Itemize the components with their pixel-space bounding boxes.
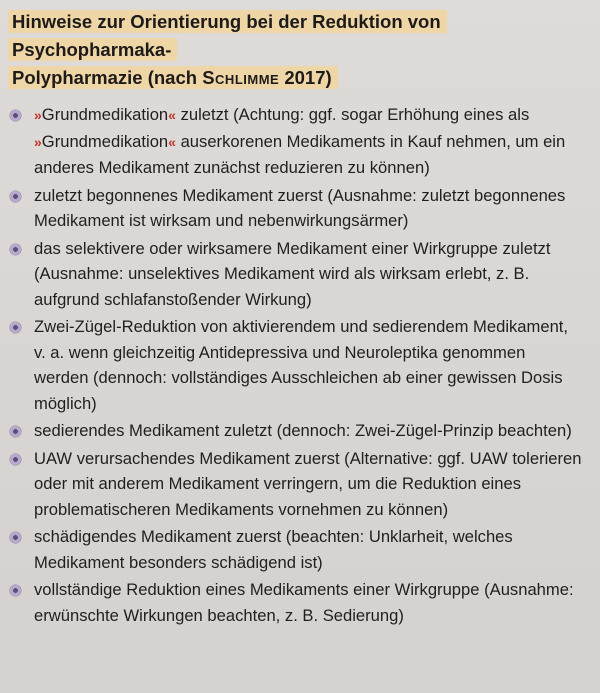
list-item [6, 236, 582, 313]
list-item-text: UAW verursachendes Medikament zuerst (Alternative: ggf. UAW tolerieren oder mit anderem Medikament verringern, um die Reduktion eines problematischeren Medikaments vornehmen zu können) [34, 448, 582, 519]
bullet-icon [10, 454, 21, 465]
list-item [6, 102, 582, 181]
quote-close-mark: « [168, 107, 176, 123]
guideline-list [6, 102, 582, 628]
list-item [6, 314, 582, 416]
list-item-text [34, 105, 565, 177]
title-text [8, 10, 447, 89]
quoted-term: Grundmedikation [41, 131, 169, 151]
list-item [6, 418, 582, 444]
item-text-part-1: zuletzt (Achtung: ggf. sogar Erhöhung eines als [175, 105, 530, 124]
quoted-term: Grundmedikation [41, 105, 169, 124]
list-item-text: zuletzt begonnenes Medikament zuerst (Ausnahme: zuletzt begonnenes Medikament ist wirksam und nebenwirkungsärmer) [34, 185, 566, 230]
bullet-icon [10, 585, 21, 596]
bullet-icon [10, 110, 21, 121]
list-item-text: schädigendes Medikament zuerst (beachten: Unklarheit, welches Medikament besonders schädigend ist) [34, 527, 513, 572]
list-item-text: das selektivere oder wirksamere Medikament einer Wirkgruppe zuletzt (Ausnahme: unselektives Medikament wird als wirksam erlebt, z. B. aufgrund schlafanstoßender Wirkung) [34, 238, 551, 309]
title-line-2-suffix: 2017) [279, 67, 332, 88]
item-text-part-2: auserkorenen Medikaments in Kauf nehmen, um ein anderes Medikament zunächst reduzieren zu können) [34, 131, 566, 177]
bullet-icon [10, 322, 21, 333]
list-item-text: vollständige Reduktion eines Medikaments einer Wirkgruppe (Ausnahme: erwünschte Wirkungen beachten, z. B. Sedierung) [34, 580, 574, 625]
quote-open-mark: » [34, 133, 42, 150]
title-author: Schlimme [202, 67, 280, 88]
title-line-2-prefix: Polypharmazie (nach [12, 67, 203, 88]
bullet-icon [10, 532, 21, 543]
list-item-text: Zwei-Zügel-Reduktion von aktivierendem und sedierendem Medikament, v. a. wenn gleichzeitig Antidepressiva und Neuroleptika genommen werden (dennoch: vollständiges Ausschleichen ab einer gewissen Dosis möglich) [34, 317, 569, 413]
bullet-icon [10, 426, 21, 437]
list-item [6, 577, 582, 628]
bullet-icon [10, 191, 21, 202]
list-item [6, 524, 582, 575]
bullet-icon [10, 244, 21, 255]
quote-close-mark: « [168, 133, 176, 150]
list-item [6, 183, 582, 234]
list-item [6, 446, 582, 523]
quote-open-mark: » [34, 107, 42, 123]
title-line-1: Hinweise zur Orientierung bei der Reduktion von Psychopharmaka- [12, 11, 441, 60]
box-title [8, 8, 568, 92]
list-item-text: sedierendes Medikament zuletzt (dennoch: Zwei-Zügel-Prinzip beachten) [34, 421, 572, 440]
